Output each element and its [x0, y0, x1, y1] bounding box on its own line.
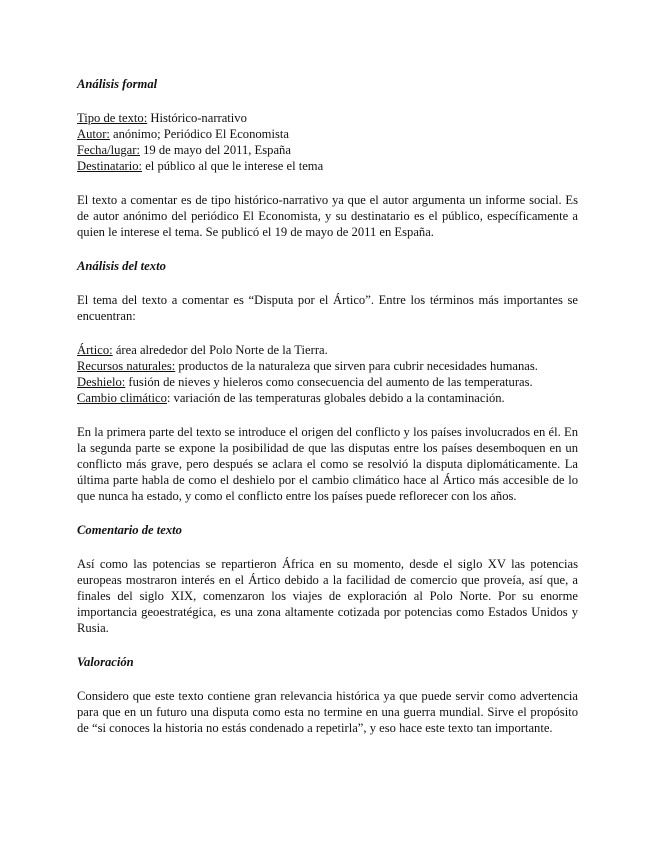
field-label: Autor:	[77, 127, 110, 141]
formal-paragraph: El texto a comentar es de tipo histórico-narrativo ya que el autor argumenta un informe social. Es de autor anónimo del periódico El Economista, y su destinatario es el público, específicamente a quien le interese el tema. Se publicó el 19 de mayo de 2011 en España.	[77, 193, 578, 239]
field-value: 19 de mayo del 2011, España	[139, 143, 291, 157]
field-label: Fecha/lugar:	[77, 143, 140, 157]
term-label: Deshielo:	[77, 375, 126, 389]
field-value: anónimo; Periódico El Economista	[109, 127, 289, 141]
term-label: Recursos naturales:	[77, 359, 176, 373]
field-label: Tipo de texto:	[77, 111, 148, 125]
field-label: Destinatario:	[77, 159, 143, 173]
formal-fields	[77, 110, 578, 174]
term-item	[77, 358, 578, 374]
field-text-type	[77, 110, 578, 126]
field-author	[77, 126, 578, 142]
section-heading-formal: Análisis formal	[77, 77, 158, 91]
term-definition: área alrededor del Polo Norte de la Tierra.	[112, 343, 328, 357]
term-definition: productos de la naturaleza que sirven para cubrir necesidades humanas.	[175, 359, 538, 373]
field-recipient	[77, 158, 578, 174]
term-definition: fusión de nieves y hieleros como consecuencia del aumento de las temperaturas.	[125, 375, 533, 389]
field-date-place	[77, 142, 578, 158]
term-definition: : variación de las temperaturas globales debido a la contaminación.	[166, 391, 505, 405]
term-label: Ártico:	[77, 343, 113, 357]
term-item	[77, 390, 578, 406]
term-item	[77, 374, 578, 390]
terms-list	[77, 342, 578, 406]
commentary-paragraph: Así como las potencias se repartieron África en su momento, desde el siglo XV las potencias europeas mostraron interés en el Ártico debido a la facilidad de comercio que proveía, así que, a finales del siglo XIX, comenzaron los viajes de exploración al Polo Norte. Por su enorme importancia geoestratégica, es una zona altamente cotizada por potencias como Estados Unidos y Rusia.	[77, 557, 578, 635]
section-heading-commentary: Comentario de texto	[77, 523, 182, 537]
analysis-intro: El tema del texto a comentar es “Disputa por el Ártico”. Entre los términos más importantes se encuentran:	[77, 293, 578, 323]
section-heading-analysis: Análisis del texto	[77, 259, 166, 273]
analysis-paragraph: En la primera parte del texto se introduce el origen del conflicto y los países involucrados en él. En la segunda parte se expone la posibilidad de que las disputas entre los países desemboquen en un conflicto más grave, pero después se aclara el como se resolvió la disputa diplomáticamente. La última parte habla de como el deshielo por el cambio climático hace al Ártico más accesible de lo que nunca ha estado, y como el conflicto entre los países puede reflorecer con los años.	[77, 425, 578, 503]
valuation-paragraph: Considero que este texto contiene gran relevancia histórica ya que puede servir como advertencia para que en un futuro una disputa como esta no termine en una guerra mundial. Sirve el propósito de “si conoces la historia no estás condenado a repetirla”, y eso hace este texto tan importante.	[77, 689, 578, 735]
field-value: Histórico-narrativo	[147, 111, 247, 125]
section-heading-valuation: Valoración	[77, 655, 134, 669]
term-item	[77, 342, 578, 358]
term-label: Cambio climático	[77, 391, 167, 405]
field-value: el público al que le interese el tema	[142, 159, 324, 173]
